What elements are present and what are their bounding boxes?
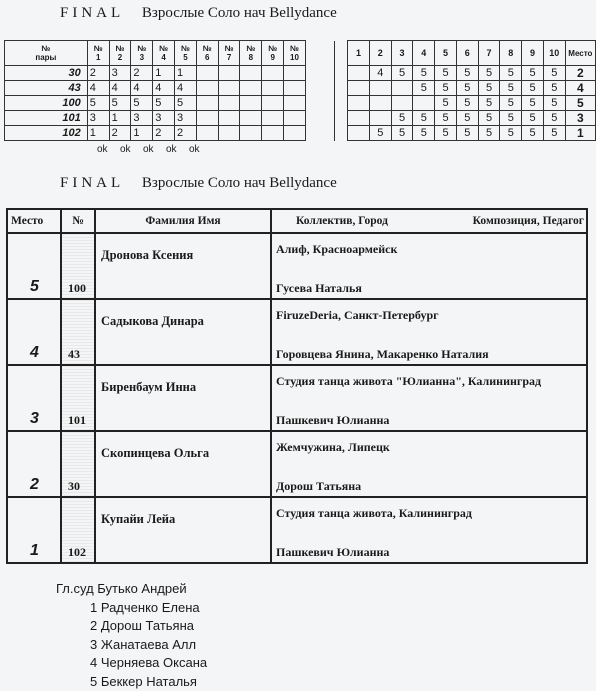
judge-mark: 5 — [87, 96, 109, 111]
judge-mark — [284, 126, 306, 141]
cumulative-count: 5 — [522, 96, 544, 111]
cumulative-count: 5 — [456, 66, 478, 81]
judge-item: 2 Дорош Татьяна — [56, 617, 207, 636]
cumulative-count — [348, 126, 370, 141]
pair-number: 101 — [5, 111, 88, 126]
judge-mark — [196, 81, 218, 96]
cumulative-header: 1 — [348, 41, 370, 66]
cumulative-count: 5 — [522, 81, 544, 96]
header-num: № — [61, 209, 95, 233]
cumulative-count: 4 — [369, 66, 391, 81]
club-cell — [271, 299, 587, 365]
cumulative-count: 5 — [456, 111, 478, 126]
judge-mark — [262, 81, 284, 96]
cumulative-header: 2 — [369, 41, 391, 66]
club-cell — [271, 497, 587, 563]
judges-list — [56, 580, 207, 691]
place-value: 1 — [30, 542, 39, 560]
cumulative-count — [391, 96, 413, 111]
spacer-cell — [305, 96, 334, 111]
judge-mark: 2 — [87, 66, 109, 81]
score-table — [4, 40, 596, 141]
category-label: Взрослые Соло нач Bellydance — [142, 5, 337, 21]
cumulative-count — [348, 96, 370, 111]
club-cell — [271, 233, 587, 299]
cumulative-count: 5 — [413, 81, 435, 96]
final-label: FINAL — [60, 5, 124, 21]
cumulative-count — [369, 111, 391, 126]
ok-marks — [97, 144, 212, 155]
cumulative-header: 10 — [543, 41, 565, 66]
club-city: Жемчужина, Липецк — [276, 440, 596, 454]
spacer-cell — [305, 66, 334, 81]
place-value: 2 — [30, 476, 39, 494]
cumulative-count: 5 — [543, 111, 565, 126]
gap-cell — [335, 126, 348, 141]
pair-number: 102 — [5, 126, 88, 141]
judge-mark: 1 — [131, 126, 153, 141]
cumulative-count: 5 — [435, 126, 457, 141]
gap-cell — [335, 81, 348, 96]
judge-mark: 2 — [109, 126, 131, 141]
judge-mark: 2 — [175, 126, 197, 141]
pair-number: 100 — [5, 96, 88, 111]
ok-mark: ok — [97, 144, 120, 155]
spacer-cell — [305, 126, 334, 141]
participant-number: 102 — [68, 545, 86, 560]
cumulative-count: 5 — [543, 96, 565, 111]
name-cell — [95, 299, 271, 365]
judge-item: 3 Жанатаева Алл — [56, 636, 207, 655]
judge-mark — [218, 66, 240, 81]
judge-item: 4 Черняева Оксана — [56, 654, 207, 673]
judge-header: № 8 — [240, 41, 262, 66]
judge-header: № 2 — [109, 41, 131, 66]
gap-cell — [335, 66, 348, 81]
cumulative-count: 5 — [435, 111, 457, 126]
judge-mark: 3 — [175, 111, 197, 126]
judge-mark — [284, 66, 306, 81]
place-cell — [7, 497, 61, 563]
cumulative-count: 5 — [478, 66, 500, 81]
judge-header: № 1 — [87, 41, 109, 66]
number-cell — [61, 233, 95, 299]
cumulative-count: 5 — [478, 96, 500, 111]
club-cell — [271, 365, 587, 431]
judge-header: № 10 — [284, 41, 306, 66]
ok-mark: ok — [120, 144, 143, 155]
cumulative-count: 5 — [500, 111, 522, 126]
number-cell — [61, 431, 95, 497]
spacer-cell — [305, 111, 334, 126]
judge-mark — [196, 66, 218, 81]
judge-mark — [218, 126, 240, 141]
cumulative-header: 8 — [500, 41, 522, 66]
cumulative-count: 5 — [543, 126, 565, 141]
score-row — [5, 126, 596, 141]
pair-number: 30 — [5, 66, 88, 81]
place-cell — [7, 233, 61, 299]
judge-header: № 4 — [153, 41, 175, 66]
club-city: Студия танца живота, Калининград — [276, 506, 596, 520]
cumulative-count — [348, 81, 370, 96]
category-label: Взрослые Соло нач Bellydance — [142, 175, 337, 191]
participant-name: Биренбаум Инна — [101, 380, 196, 395]
judge-header: № 5 — [175, 41, 197, 66]
cumulative-count: 5 — [522, 66, 544, 81]
participant-name: Купайи Лейа — [101, 512, 175, 527]
teacher: Пашкевич Юлианна — [276, 545, 389, 560]
header-place: Место — [7, 209, 61, 233]
participant-number: 30 — [68, 479, 80, 494]
cumulative-count: 5 — [413, 126, 435, 141]
cumulative-count — [413, 96, 435, 111]
participant-name: Скопинцева Ольга — [101, 446, 209, 461]
result-row — [7, 233, 587, 299]
cumulative-count: 5 — [543, 81, 565, 96]
result-row — [7, 497, 587, 563]
judge-mark — [218, 111, 240, 126]
cumulative-count: 5 — [456, 81, 478, 96]
results-table — [6, 208, 588, 564]
judge-mark: 1 — [175, 66, 197, 81]
participant-number: 43 — [68, 347, 80, 362]
club-cell — [271, 431, 587, 497]
cumulative-count: 5 — [413, 66, 435, 81]
pair-number: 43 — [5, 81, 88, 96]
result-row — [7, 299, 587, 365]
judge-mark — [284, 81, 306, 96]
judge-mark — [240, 126, 262, 141]
judge-mark — [262, 126, 284, 141]
gap-cell — [335, 41, 348, 66]
cumulative-count — [348, 111, 370, 126]
ok-mark: ok — [143, 144, 166, 155]
ok-mark: ok — [189, 144, 212, 155]
cumulative-count: 5 — [391, 111, 413, 126]
number-cell — [61, 497, 95, 563]
teacher: Дорош Татьяна — [276, 479, 361, 494]
gap-cell — [335, 96, 348, 111]
judge-mark: 3 — [109, 66, 131, 81]
header-club: Коллектив, Город Композиция, Педагог — [271, 209, 587, 233]
score-title — [60, 5, 337, 22]
name-cell — [95, 431, 271, 497]
club-city: Студия танца живота "Юлианна", Калининград — [276, 374, 596, 388]
judge-mark: 5 — [153, 96, 175, 111]
cumulative-count: 5 — [478, 81, 500, 96]
cumulative-count: 5 — [500, 96, 522, 111]
cumulative-count: 5 — [456, 96, 478, 111]
cumulative-count — [369, 96, 391, 111]
cumulative-count: 5 — [456, 126, 478, 141]
cumulative-count: 5 — [369, 126, 391, 141]
judge-mark: 5 — [175, 96, 197, 111]
judge-mark: 5 — [131, 96, 153, 111]
results-header-row — [7, 209, 587, 233]
score-header-row — [5, 41, 596, 66]
judge-mark: 3 — [87, 111, 109, 126]
cumulative-count: 5 — [478, 111, 500, 126]
cumulative-header: 7 — [478, 41, 500, 66]
judge-mark: 1 — [109, 111, 131, 126]
judge-mark — [240, 81, 262, 96]
spacer-cell — [305, 81, 334, 96]
judge-mark: 4 — [175, 81, 197, 96]
gap-cell — [335, 111, 348, 126]
chief-judge: Гл.суд Бутько Андрей — [56, 580, 207, 599]
cumulative-count: 5 — [435, 96, 457, 111]
spacer-cell — [305, 41, 334, 66]
judge-mark — [262, 96, 284, 111]
judge-header: № 6 — [196, 41, 218, 66]
place-value: 3 — [30, 410, 39, 428]
final-place: 3 — [565, 111, 595, 126]
cumulative-count — [369, 81, 391, 96]
judge-mark: 3 — [131, 111, 153, 126]
judge-mark — [196, 111, 218, 126]
judge-mark — [240, 111, 262, 126]
participant-name: Дронова Ксения — [101, 248, 193, 263]
cumulative-count: 5 — [543, 66, 565, 81]
cumulative-count: 5 — [500, 81, 522, 96]
judge-mark: 4 — [131, 81, 153, 96]
final-place: 1 — [565, 126, 595, 141]
pair-header: № пары — [5, 41, 88, 66]
cumulative-count: 5 — [391, 126, 413, 141]
judge-mark: 3 — [153, 111, 175, 126]
judge-item: 5 Беккер Наталья — [56, 673, 207, 691]
cumulative-count — [391, 81, 413, 96]
judge-header: № 7 — [218, 41, 240, 66]
cumulative-header: 5 — [435, 41, 457, 66]
teacher: Гусева Наталья — [276, 281, 362, 296]
cumulative-header: 9 — [522, 41, 544, 66]
club-city: FiruzeDeria, Санкт-Петербург — [276, 308, 596, 322]
cumulative-count: 5 — [478, 126, 500, 141]
judge-mark — [284, 96, 306, 111]
cumulative-count: 5 — [522, 126, 544, 141]
judge-mark: 4 — [109, 81, 131, 96]
score-row — [5, 66, 596, 81]
participant-number: 101 — [68, 413, 86, 428]
judge-mark: 5 — [109, 96, 131, 111]
judge-mark — [218, 81, 240, 96]
judge-item: 1 Радченко Елена — [56, 599, 207, 618]
judge-mark — [240, 66, 262, 81]
place-header: Место — [565, 41, 595, 66]
judge-mark: 4 — [153, 81, 175, 96]
name-cell — [95, 233, 271, 299]
name-cell — [95, 497, 271, 563]
judge-header: № 9 — [262, 41, 284, 66]
final-place: 2 — [565, 66, 595, 81]
cumulative-count: 5 — [435, 66, 457, 81]
judge-mark: 1 — [153, 66, 175, 81]
participant-number: 100 — [68, 281, 86, 296]
cumulative-count — [348, 66, 370, 81]
score-row — [5, 81, 596, 96]
judge-mark: 4 — [87, 81, 109, 96]
result-row — [7, 365, 587, 431]
name-cell — [95, 365, 271, 431]
result-row — [7, 431, 587, 497]
judge-header: № 3 — [131, 41, 153, 66]
cumulative-count: 5 — [391, 66, 413, 81]
cumulative-count: 5 — [500, 66, 522, 81]
final-place: 5 — [565, 96, 595, 111]
cumulative-count: 5 — [522, 111, 544, 126]
cumulative-count: 5 — [413, 111, 435, 126]
cumulative-header: 4 — [413, 41, 435, 66]
cumulative-count: 5 — [500, 126, 522, 141]
judge-mark — [262, 111, 284, 126]
judge-mark — [240, 96, 262, 111]
participant-name: Садыкова Динара — [101, 314, 204, 329]
teacher: Пашкевич Юлианна — [276, 413, 389, 428]
final-label: FINAL — [60, 175, 124, 191]
judge-mark — [284, 111, 306, 126]
cumulative-count: 5 — [435, 81, 457, 96]
cumulative-header: 6 — [456, 41, 478, 66]
number-cell — [61, 299, 95, 365]
cumulative-header: 3 — [391, 41, 413, 66]
place-cell — [7, 299, 61, 365]
judge-mark — [218, 96, 240, 111]
judge-mark — [196, 126, 218, 141]
club-city: Алиф, Красноармейск — [276, 242, 596, 256]
score-row — [5, 96, 596, 111]
ok-mark: ok — [166, 144, 189, 155]
number-cell — [61, 365, 95, 431]
place-cell — [7, 431, 61, 497]
judge-mark: 2 — [131, 66, 153, 81]
teacher: Горовцева Янина, Макаренко Наталия — [276, 347, 489, 362]
place-value: 4 — [30, 344, 39, 362]
results-title — [60, 175, 337, 192]
judge-mark: 2 — [153, 126, 175, 141]
place-value: 5 — [30, 278, 39, 296]
place-cell — [7, 365, 61, 431]
judge-mark — [262, 66, 284, 81]
score-row — [5, 111, 596, 126]
header-name: Фамилия Имя — [95, 209, 271, 233]
final-place: 4 — [565, 81, 595, 96]
judge-mark — [196, 96, 218, 111]
judge-mark: 1 — [87, 126, 109, 141]
